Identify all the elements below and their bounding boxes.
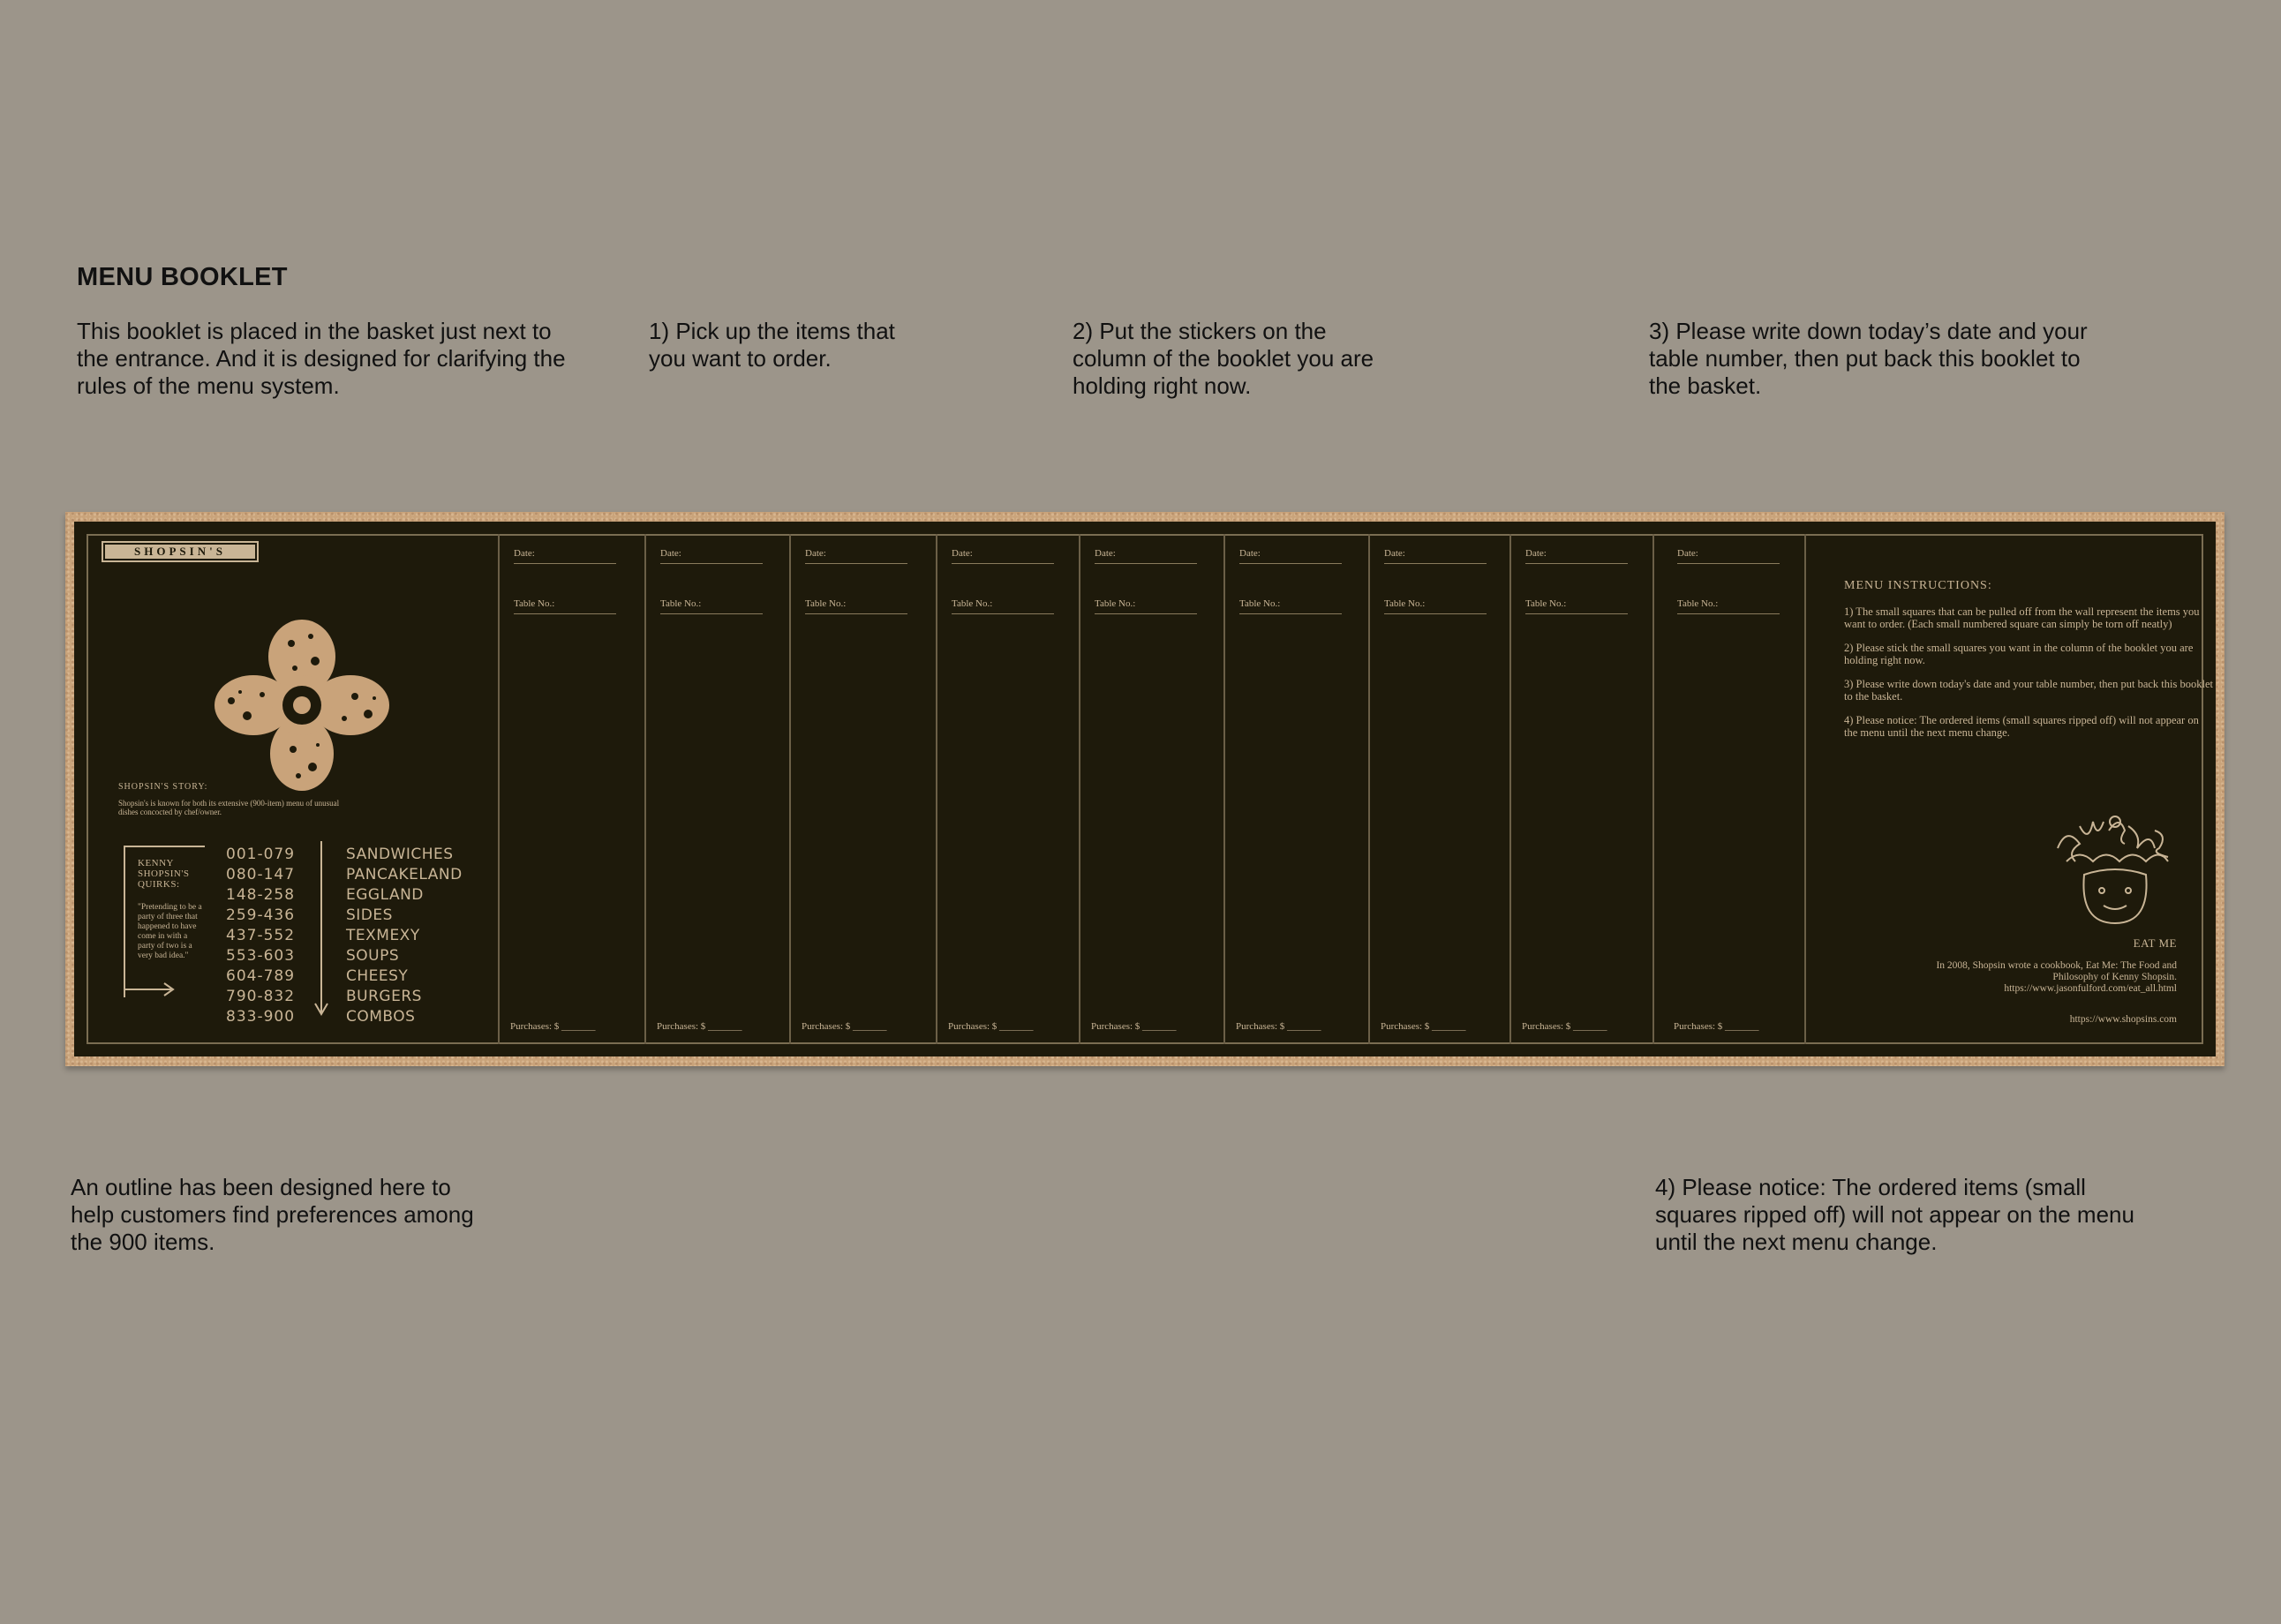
date-line[interactable]: [1677, 563, 1780, 564]
quirks-title: KENNY SHOPSIN'S QUIRKS:: [138, 858, 190, 890]
date-line[interactable]: [1525, 563, 1628, 564]
flower-illustration: [214, 617, 390, 793]
order-column[interactable]: [1652, 534, 1804, 1044]
instructions-divider: [1804, 534, 1806, 1044]
order-column[interactable]: [1079, 534, 1223, 1044]
date-line[interactable]: [1095, 563, 1197, 564]
step2-paragraph: 2) Put the stickers on the column of the booklet you are holding right now.: [1073, 318, 1374, 399]
date-line[interactable]: [1239, 563, 1342, 564]
category-item: PANCAKELAND: [346, 866, 463, 883]
purchases-label: Purchases: $ _______: [1091, 1021, 1177, 1032]
purchases-label: Purchases: $ _______: [948, 1021, 1034, 1032]
intro-paragraph: This booklet is placed in the basket just next to the entrance. And it is designed for clarifying the rules of the menu system.: [77, 318, 566, 399]
order-column[interactable]: [789, 534, 936, 1044]
date-label: Date:: [1095, 548, 1116, 559]
table-label: Table No.:: [1384, 598, 1426, 609]
category-item: SANDWICHES: [346, 846, 454, 863]
right-arrow-icon: [125, 981, 178, 997]
category-item: COMBOS: [346, 1008, 416, 1026]
category-item: TEXMEXY: [346, 927, 420, 944]
range-item: 437-552: [226, 927, 296, 944]
purchases-label: Purchases: $ _______: [1674, 1021, 1759, 1032]
down-arrow-icon: [312, 841, 330, 1018]
order-column[interactable]: [1509, 534, 1652, 1044]
purchases-label: Purchases: $ _______: [1381, 1021, 1466, 1032]
menu-categories: [346, 845, 463, 1027]
date-label: Date:: [805, 548, 826, 559]
date-label: Date:: [952, 548, 973, 559]
order-column[interactable]: [644, 534, 789, 1044]
order-column[interactable]: [1368, 534, 1509, 1044]
category-item: CHEESY: [346, 967, 409, 985]
step4-paragraph: 4) Please notice: The ordered items (small squares ripped off) will not appear on the menu until the next menu change.: [1655, 1174, 2134, 1255]
table-label: Table No.:: [514, 598, 555, 609]
story-label: SHOPSIN'S STORY:: [118, 782, 208, 792]
date-line[interactable]: [660, 563, 763, 564]
category-item: SOUPS: [346, 947, 400, 965]
range-item: 833-900: [226, 1008, 296, 1026]
table-line[interactable]: [1384, 613, 1487, 614]
purchases-label: Purchases: $ _______: [802, 1021, 887, 1032]
table-label: Table No.:: [952, 598, 993, 609]
date-label: Date:: [1677, 548, 1698, 559]
menu-booklet: [65, 512, 2225, 1066]
range-item: 790-832: [226, 988, 296, 1005]
quirks-box: [124, 846, 205, 997]
step1-paragraph: 1) Pick up the items that you want to order.: [649, 318, 895, 372]
category-item: BURGERS: [346, 988, 422, 1005]
date-line[interactable]: [952, 563, 1054, 564]
date-label: Date:: [1384, 548, 1405, 559]
range-item: 080-147: [226, 866, 296, 883]
table-line[interactable]: [660, 613, 763, 614]
range-item: 259-436: [226, 906, 296, 924]
table-label: Table No.:: [1095, 598, 1136, 609]
date-label: Date:: [1239, 548, 1261, 559]
quirks-quote: "Pretending to be a party of three that happened to have come in with a party of two is a very bad idea.": [138, 903, 202, 960]
purchases-label: Purchases: $ _______: [510, 1021, 596, 1032]
table-line[interactable]: [805, 613, 907, 614]
outline-note-paragraph: An outline has been designed here to help customers find preferences among the 900 items.: [71, 1174, 474, 1255]
table-line[interactable]: [1095, 613, 1197, 614]
menu-instructions: [1844, 579, 2215, 750]
order-column[interactable]: [1223, 534, 1368, 1044]
story-text: Shopsin's is known for both its extensive (900-item) menu of unusual dishes concocted by chef/owner.: [118, 799, 340, 816]
step3-paragraph: 3) Please write down today’s date and your table number, then put back this booklet to the basket.: [1649, 318, 2088, 399]
table-label: Table No.:: [660, 598, 702, 609]
table-line[interactable]: [952, 613, 1054, 614]
table-line[interactable]: [514, 613, 616, 614]
purchases-label: Purchases: $ _______: [657, 1021, 742, 1032]
cookbook-credit: In 2008, Shopsin wrote a cookbook, Eat Me: The Food and Philosophy of Kenny Shopsin. https://www.jasonfulford.com/eat_all.html: [1936, 960, 2177, 994]
range-item: 148-258: [226, 886, 296, 904]
instruction-item: 3) Please write down today's date and your table number, then put back this booklet to the basket.: [1844, 678, 2213, 703]
date-label: Date:: [660, 548, 681, 559]
table-label: Table No.:: [805, 598, 847, 609]
date-line[interactable]: [514, 563, 616, 564]
instruction-item: 2) Please stick the small squares you want in the column of the booklet you are holding right now.: [1844, 642, 2194, 666]
instructions-title: MENU INSTRUCTIONS:: [1844, 579, 1992, 592]
instruction-item: 4) Please notice: The ordered items (small squares ripped off) will not appear on the menu until the next menu change.: [1844, 714, 2199, 739]
category-item: SIDES: [346, 906, 393, 924]
date-label: Date:: [1525, 548, 1547, 559]
eat-me-title: EAT ME: [2133, 936, 2177, 950]
table-label: Table No.:: [1239, 598, 1281, 609]
purchases-label: Purchases: $ _______: [1236, 1021, 1321, 1032]
booklet-inner: [74, 522, 2216, 1056]
page-heading: MENU BOOKLET: [77, 263, 288, 291]
table-line[interactable]: [1677, 613, 1780, 614]
range-item: 604-789: [226, 967, 296, 985]
purchases-label: Purchases: $ _______: [1522, 1021, 1607, 1032]
item-number-ranges: [226, 845, 295, 1027]
table-label: Table No.:: [1525, 598, 1567, 609]
date-line[interactable]: [1384, 563, 1487, 564]
website-link[interactable]: https://www.shopsins.com: [2069, 1014, 2177, 1025]
table-label: Table No.:: [1677, 598, 1719, 609]
table-line[interactable]: [1525, 613, 1628, 614]
instruction-item: 1) The small squares that can be pulled off from the wall represent the items you want to order. (Each small numbered square can simply be torn off neatly): [1844, 605, 2200, 630]
shopsins-logo: SHOPSIN'S: [103, 543, 257, 560]
date-label: Date:: [514, 548, 535, 559]
order-column[interactable]: [936, 534, 1079, 1044]
eat-me-mascot-illustration: [2049, 813, 2181, 936]
range-item: 553-603: [226, 947, 296, 965]
date-line[interactable]: [805, 563, 907, 564]
category-item: EGGLAND: [346, 886, 424, 904]
table-line[interactable]: [1239, 613, 1342, 614]
order-column[interactable]: [498, 534, 644, 1044]
range-item: 001-079: [226, 846, 296, 863]
